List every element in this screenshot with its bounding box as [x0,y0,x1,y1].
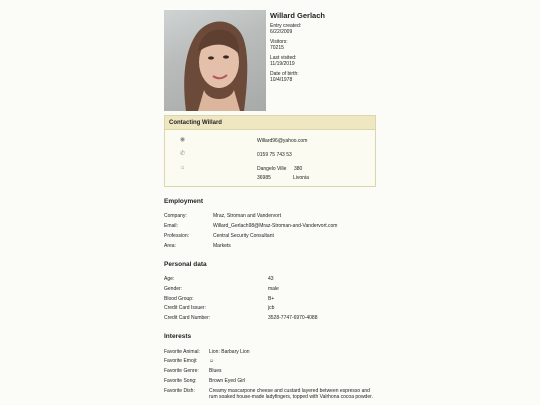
personal-row-card-issuer: Credit Card Issuer: jcb [164,305,275,311]
at-icon: ◉ [179,137,186,143]
phone-icon: ✆ [179,151,186,157]
employment-row-area: Area: Markets [164,243,231,249]
fact-date-of-birth: Date of birth: 10/4/1978 [270,71,299,83]
interest-row-animal: Favorite Animal: Lion: Barbary Lion [164,349,250,355]
employment-email[interactable]: Willard_Gerlach98@Mraz-Stroman-and-Vandervort.com [213,223,338,229]
profile-header [164,0,376,112]
personal-row-card-number: Credit Card Number: 3528-7747-6970-4088 [164,315,318,321]
employment-row-profession: Profession: Central Security Consultant [164,233,274,239]
contact-title: Contacting Willard [165,116,375,130]
profile-photo [164,10,266,111]
employment-title: Employment [164,198,204,205]
profile-name: Willard Gerlach [270,11,325,20]
contact-phone[interactable]: 0159 75 743 53 [257,152,292,158]
contact-house: 380 [294,166,303,172]
contact-zip: 36985 [257,175,271,181]
employment-row-email: Email: Willard_Gerlach98@Mraz-Stroman-and-Vandervort.com [164,223,338,229]
fact-entry-created: Entry created: 6/22/2009 [270,23,302,35]
interests-title: Interests [164,333,192,340]
contact-street: Dangelo Ville [257,166,287,172]
contact-city: Livonia [293,175,309,181]
interest-row-genre: Favorite Genre: Blues [164,368,222,374]
contact-box [164,115,376,187]
personal-row-age: Age: 43 [164,276,274,282]
fact-last-visited: Last visited: 11/19/2019 [270,55,297,67]
interest-row-song: Favorite Song: Brown Eyed Girl [164,378,246,384]
employment-row-company: Company: Mraz, Stroman and Vandervort [164,213,281,219]
fact-visitors: Visitors: 70215 [270,39,288,51]
personal-title: Personal data [164,261,207,268]
interest-row-emoji: Favorite Emoji: ☺ [164,358,215,364]
personal-row-blood-group: Blood Group: B+ [164,296,275,302]
interest-dish-value: Creamy mascarpone cheese and custard layered between espresso and rum soaked house-made ladyfingers, topped with Valrhona cocoa powder. [209,388,373,400]
home-icon: ⌂ [180,165,185,171]
contact-email[interactable]: Willard96@yahoo.com [257,138,308,144]
interest-row-dish: Favorite Dish: [164,388,195,394]
personal-row-gender: Gender: male [164,286,279,292]
profile-facts [270,23,301,87]
